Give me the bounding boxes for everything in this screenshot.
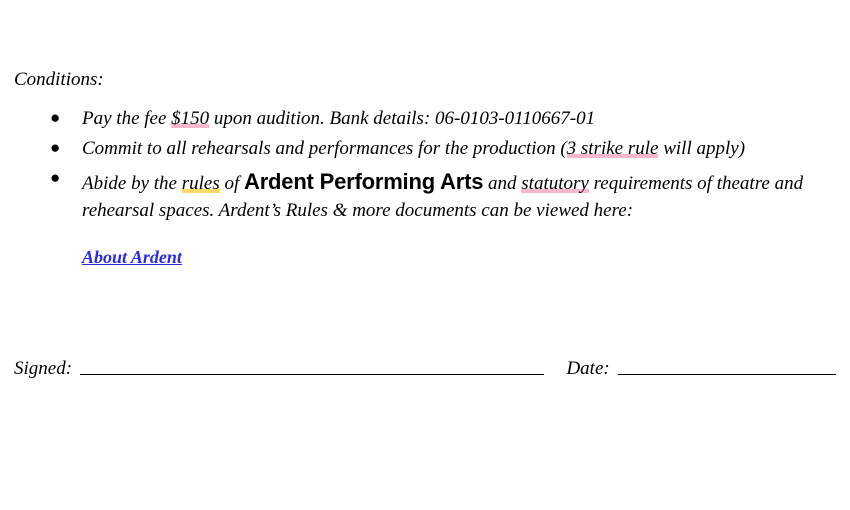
condition-text-segment: will apply) bbox=[658, 137, 746, 159]
bullet-icon: ● bbox=[50, 107, 61, 127]
page-title: Conditions: bbox=[14, 69, 104, 90]
condition-text-3 bbox=[82, 168, 804, 221]
signature-line[interactable] bbox=[80, 374, 544, 375]
signature-row bbox=[14, 358, 836, 380]
date-line[interactable] bbox=[618, 374, 836, 375]
highlight-strike-rule: 3 strike rule bbox=[566, 137, 659, 159]
highlight-fee-amount: $150 bbox=[171, 107, 210, 129]
about-ardent-link[interactable]: About Ardent bbox=[82, 246, 182, 267]
condition-text-segment: of bbox=[219, 172, 244, 194]
condition-text-1 bbox=[82, 108, 595, 129]
condition-text-segment: Abide by the bbox=[82, 172, 182, 194]
bullet-icon: ● bbox=[50, 167, 61, 187]
condition-text-segment: Commit to all rehearsals and performances for the production ( bbox=[82, 137, 567, 159]
condition-text-segment: requirements of theatre and rehearsal spaces. Ardent’s Rules & more documents can be viewed here: bbox=[82, 172, 804, 221]
condition-text-segment: and bbox=[483, 172, 522, 194]
conditions-list bbox=[14, 106, 836, 225]
highlight-statutory: statutory bbox=[521, 172, 589, 194]
organisation-name: Ardent Performing Arts bbox=[244, 168, 484, 194]
list-item bbox=[14, 106, 836, 133]
bullet-icon: ● bbox=[50, 137, 61, 157]
condition-text-segment: upon audition. Bank details: 06-0103-0110667-01 bbox=[209, 107, 596, 129]
date-label: Date: bbox=[566, 358, 610, 379]
list-item bbox=[14, 136, 836, 163]
signed-label: Signed: bbox=[14, 358, 73, 379]
link-row bbox=[14, 247, 836, 268]
highlight-rules: rules bbox=[181, 172, 220, 194]
list-item bbox=[14, 166, 836, 225]
condition-text-2 bbox=[82, 138, 745, 159]
condition-text-segment: Pay the fee bbox=[82, 107, 172, 129]
